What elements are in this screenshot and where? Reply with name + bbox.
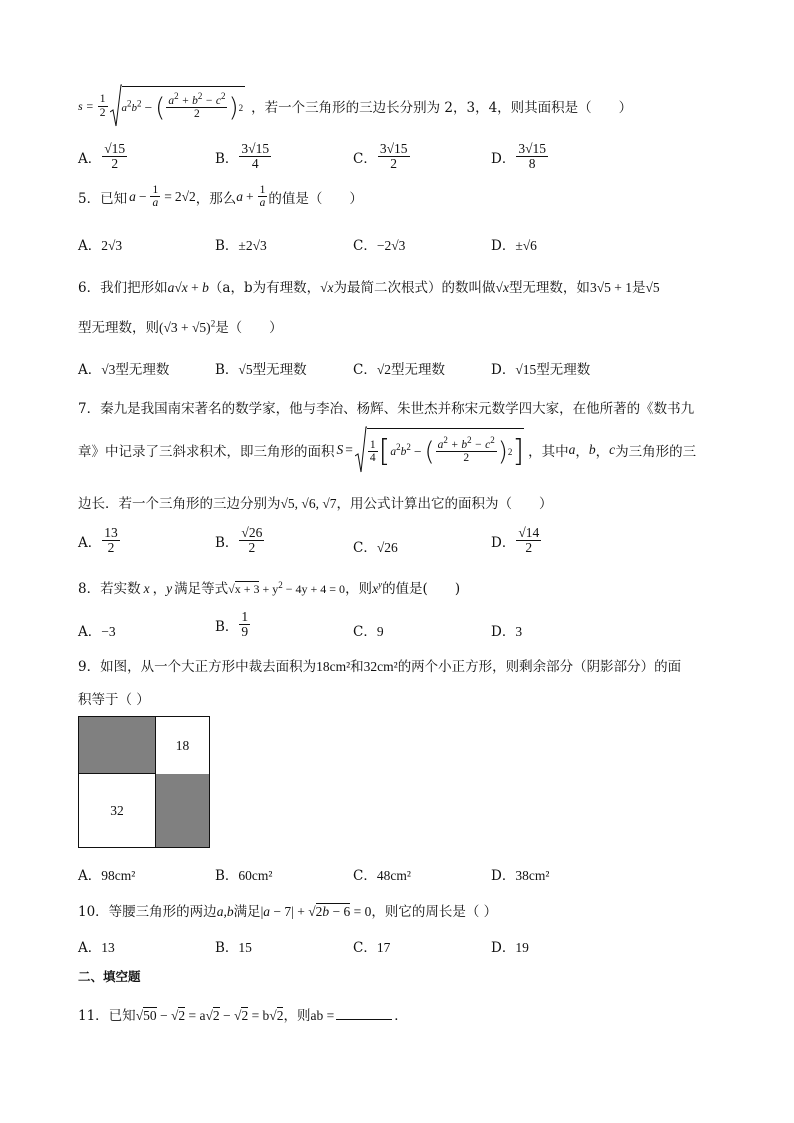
q9-line-2: 积等于（ ）: [78, 692, 150, 708]
q10-option-d[interactable]: D．19: [491, 940, 529, 956]
q11-answer-blank[interactable]: [336, 1019, 392, 1020]
q9-option-a[interactable]: A．98cm²: [78, 868, 136, 884]
q9-option-b[interactable]: B．60cm²: [215, 868, 273, 884]
q10-option-a[interactable]: A．13: [78, 940, 115, 956]
q4-sqrt-sign: [110, 84, 122, 128]
q6-option-b[interactable]: B．√5型无理数: [215, 362, 307, 378]
q4-option-a[interactable]: A． $\frac{√15}{2}$: [78, 141, 126, 172]
q8-option-a[interactable]: A．−3: [78, 624, 116, 640]
q8-option-c[interactable]: C．9: [353, 624, 384, 640]
q5-option-c[interactable]: C．−2√3: [353, 238, 406, 254]
q4-formula-lhs: s =: [78, 98, 94, 113]
q6-option-d[interactable]: D．√15型无理数: [491, 362, 591, 378]
q7-option-a[interactable]: A． $\frac{13}{2}$: [78, 525, 118, 556]
q9-figure: [78, 716, 210, 848]
q4-formula: s = $\frac{1}{2}$ $a^2b^2$ − ( $\frac{a^2 + b^2 - c^2}{2}$ ) 2 ，若一个三角形的三边长分别为 2，3，4，则其面积是（ ）: [78, 84, 632, 128]
q7-line-2: 章》中记录了三斜求积术，即三角形的面积 S = $\frac{1}{4}$ [ $a^2b^2$ − ( $\frac{a^2 + b^2 - c^2}{2}$ ) 2 ] ，其中 a ， b ， c 为三角形的三: [78, 426, 696, 474]
q8-option-b[interactable]: B． $\frac{1}{9}$: [215, 609, 249, 640]
q4-option-b[interactable]: B． $\frac{3√15}{4}$: [215, 141, 270, 172]
q4-option-d[interactable]: D． $\frac{3√15}{8}$: [491, 141, 546, 172]
q9-option-d[interactable]: D．38cm²: [491, 868, 550, 884]
section-title-fill-in: 二、填空题: [78, 969, 141, 984]
q5-option-d[interactable]: D．±√6: [491, 238, 537, 254]
q7-line-1: 7．秦九是我国南宋著名的数学家，他与李冶、杨辉、朱世杰并称宋元数学四大家，在他所著的《数书九: [78, 401, 695, 417]
q7-sqrt-sign: [355, 426, 367, 474]
q10-stem: 10．等腰三角形的两边a,b满足|a − 7| + √2b − 6 = 0，则它的周长是（ ）: [78, 904, 498, 920]
q6-line-2: 型无理数，则$(√3 + √5)^2$是（ ）: [78, 318, 283, 336]
q8-option-d[interactable]: D．3: [491, 624, 523, 640]
q7-option-b[interactable]: B． $\frac{√26}{2}$: [215, 525, 263, 556]
q9-shaded-bottom-right: [156, 774, 209, 847]
q6-option-c[interactable]: C．√2型无理数: [353, 362, 446, 378]
q6-option-a[interactable]: A．√3型无理数: [78, 362, 170, 378]
q10-option-c[interactable]: C．17: [353, 940, 391, 956]
q4-text: ，若一个三角形的三边长分别为 2，3，4，则其面积是（ ）: [251, 100, 633, 116]
q5-option-a[interactable]: A．2√3: [78, 238, 123, 254]
q9-square-18: 18: [175, 737, 190, 753]
q7-line-3: 边长．若一个三角形的三边分别为√5, √6, √7，用公式计算出它的面积为（ ）: [78, 496, 553, 512]
q9-square-32: 32: [79, 774, 156, 847]
q10-option-b[interactable]: B．15: [215, 940, 252, 956]
q5-option-b[interactable]: B．±2√3: [215, 238, 267, 254]
q6-line-1: 6．我们把形如a√x + b（a，b为有理数，√x为最简二次根式）的数叫做√x型无理数，如3√5 + 1是√5: [78, 280, 660, 296]
q5-stem: 5．已知 a − $\frac{1}{a}$ = 2√2 ，那么 a + $\frac{1}{a}$ 的值是（ ）: [78, 184, 363, 210]
q9-option-c[interactable]: C．48cm²: [353, 868, 411, 884]
q7-option-c[interactable]: C．√26: [353, 540, 398, 556]
q4-radicand: $a^2b^2$ − ( $\frac{a^2 + b^2 - c^2}{2}$ ) 2: [122, 86, 246, 129]
q8-stem: 8．若实数 x ，y 满足等式$√x + 3 + y^2 - 4y + 4 = 0$，则$x^y$的值是( ): [78, 579, 461, 597]
q4-option-c[interactable]: C． $\frac{3√15}{2}$: [353, 141, 408, 172]
q7-option-d[interactable]: D． $\frac{√14}{2}$: [491, 525, 540, 556]
q9-shaded-top-left: [79, 717, 156, 774]
q11-stem: 11．已知√50 − √2 = a√2 − √2 = b√2，则ab = ．: [78, 1008, 408, 1024]
q9-line-1: 9．如图，从一个大正方形中裁去面积为18cm²和32cm²的两个小正方形，则剩余部分（阴影部分）的面: [78, 659, 682, 675]
